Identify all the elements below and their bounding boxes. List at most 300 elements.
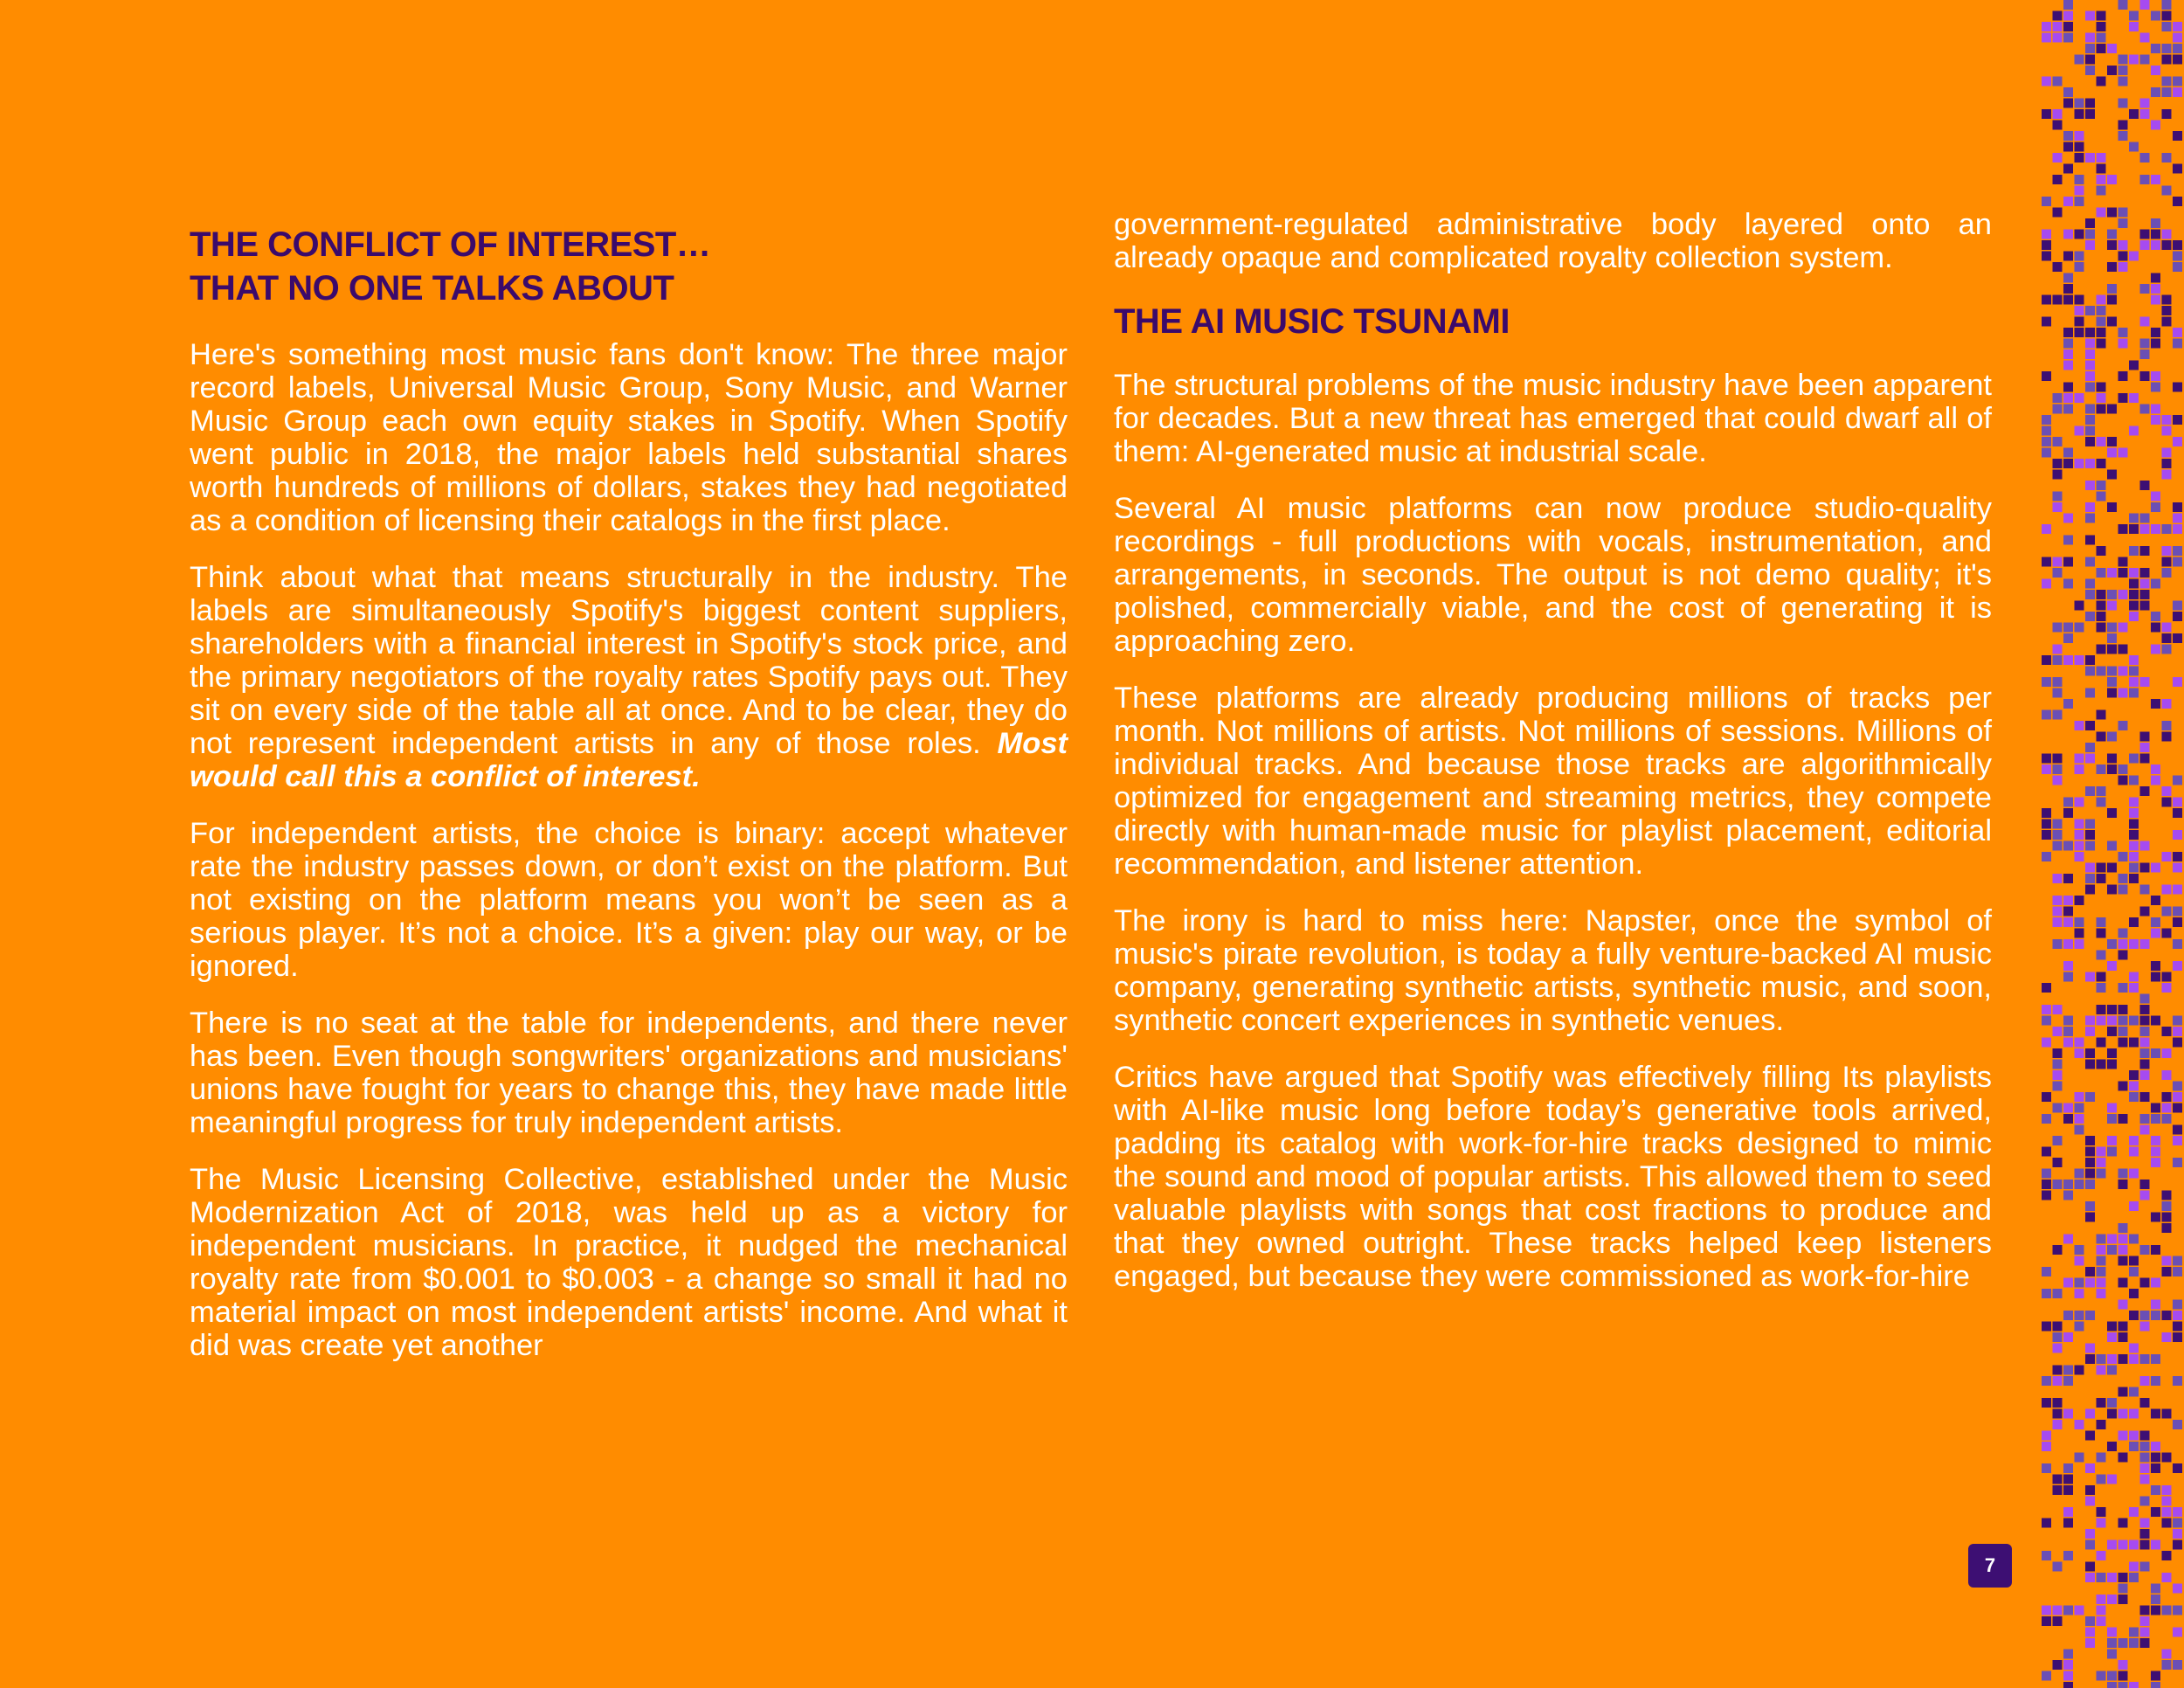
pixel-square (2162, 1453, 2172, 1463)
paragraph-continuation: government-regulated administrative body layered onto an already opaque and complicated royalty collection system. (1114, 208, 1992, 274)
pixel-square (2053, 295, 2063, 305)
pixel-square (2075, 917, 2084, 927)
pixel-square (2042, 77, 2051, 86)
pixel-square (2129, 655, 2139, 665)
pixel-square (2042, 1322, 2051, 1332)
pixel-square (2140, 1562, 2150, 1572)
pixel-square (2097, 1354, 2106, 1364)
pixel-square (2173, 33, 2182, 43)
pixel-square (2085, 1463, 2095, 1473)
pixel-square (2107, 1060, 2117, 1069)
pixel-square (2053, 33, 2063, 43)
pixel-square (2053, 153, 2063, 163)
pixel-square (2063, 383, 2073, 392)
pixel-square (2063, 252, 2073, 261)
pixel-square (2118, 371, 2128, 381)
pixel-square (2042, 230, 2051, 239)
pixel-square (2162, 1551, 2172, 1560)
pixel-square (2140, 1529, 2150, 1539)
pixel-square (2063, 142, 2073, 152)
pixel-square (2129, 688, 2139, 698)
pixel-square (2042, 754, 2051, 764)
pixel-square (2085, 874, 2095, 883)
paragraph: These platforms are already producing millions of tracks per month. Not millions of artists. Not millions of sessions. Millions of individual tracks. And because those tracks are algorithmically optimized for engagement and streaming metrics, they compete directly with human-made music for playlist placement, editorial recommendation, and listener attention. (1114, 681, 1992, 881)
pixel-square (2085, 1540, 2095, 1550)
pixel-square (2151, 961, 2160, 971)
pixel-square (2151, 623, 2160, 633)
pixel-square (2140, 743, 2150, 752)
pixel-square (2042, 33, 2051, 43)
pixel-square (2151, 776, 2160, 785)
pixel-square (2129, 1431, 2139, 1441)
pixel-square (2162, 426, 2172, 436)
pixel-square (2097, 667, 2106, 676)
pixel-square (2118, 852, 2128, 861)
pixel-square (2140, 601, 2150, 611)
pixel-square (2063, 972, 2073, 982)
pixel-square (2107, 240, 2117, 250)
pixel-square (2129, 142, 2139, 152)
pixel-square (2085, 306, 2095, 315)
pixel-square (2075, 896, 2084, 905)
pixel-square (2085, 1147, 2095, 1157)
pixel-square (2085, 1638, 2095, 1648)
pixel-square (2042, 557, 2051, 567)
pixel-square (2151, 1213, 2160, 1222)
pixel-square (2063, 1016, 2073, 1026)
pixel-square (2118, 929, 2128, 938)
pixel-square (2107, 568, 2117, 578)
pixel-square (2085, 612, 2095, 621)
pixel-square (2140, 863, 2150, 873)
pixel-square (2097, 645, 2106, 654)
pixel-square (2063, 623, 2073, 633)
pixel-square (2063, 1038, 2073, 1048)
pixel-square (2173, 1125, 2182, 1135)
pixel-square (2173, 197, 2182, 206)
pixel-square (2173, 77, 2182, 86)
pixel-square (2063, 273, 2073, 283)
pixel-square (2173, 262, 2182, 272)
pixel-square (2173, 328, 2182, 337)
pixel-square (2129, 983, 2139, 993)
pixel-square (2140, 1180, 2150, 1189)
pixel-square (2085, 1562, 2095, 1572)
pixel-square (2085, 830, 2095, 840)
pixel-square (2107, 1235, 2117, 1244)
section-heading-ai-tsunami: THE AI MUSIC TSUNAMI (1114, 302, 1510, 341)
pixel-square (2075, 426, 2084, 436)
pixel-square (2053, 1136, 2063, 1145)
paragraph: The irony is hard to miss here: Napster, once the symbol of music's pirate revolution, is today a fully venture-backed AI music company, generating synthetic artists, synthetic music, and soon, synthetic concert experiences in synthetic venues. (1114, 904, 1992, 1037)
pixel-square (2063, 295, 2073, 305)
pixel-square (2097, 1005, 2106, 1014)
pixel-square (2140, 786, 2150, 796)
pixel-square (2053, 121, 2063, 130)
pixel-square (2053, 175, 2063, 184)
pixel-square (2053, 776, 2063, 785)
pixel-square (2129, 22, 2139, 31)
pixel-square (2129, 852, 2139, 861)
pixel-square (2085, 349, 2095, 359)
pixel-square (2118, 66, 2128, 75)
pixel-square (2075, 939, 2084, 949)
pixel-square (2140, 1475, 2150, 1484)
pixel-square (2118, 645, 2128, 654)
pixel-square (2162, 240, 2172, 250)
pixel-square (2107, 590, 2117, 599)
pixel-square (2162, 1409, 2172, 1419)
pixel-square (2042, 710, 2051, 720)
pixel-square (2042, 1398, 2051, 1408)
pixel-square (2075, 197, 2084, 206)
pixel-square (2162, 786, 2172, 796)
pixel-square (2173, 1660, 2182, 1670)
pixel-square (2053, 557, 2063, 567)
pixel-square (2173, 776, 2182, 785)
pixel-square (2053, 1376, 2063, 1386)
pixel-square (2085, 459, 2095, 468)
pixel-square (2063, 1519, 2073, 1528)
pixel-square (2151, 121, 2160, 130)
pixel-square (2085, 754, 2095, 764)
pixel-square (2118, 1038, 2128, 1048)
pixel-square (2042, 1016, 2051, 1026)
pixel-square (2162, 1201, 2172, 1211)
pixel-square (2053, 655, 2063, 665)
pixel-square (2085, 1344, 2095, 1353)
pixel-square (2173, 415, 2182, 425)
pixel-square (2151, 218, 2160, 228)
pixel-square (2042, 448, 2051, 458)
pixel-square (2085, 1431, 2095, 1441)
pixel-square (2173, 917, 2182, 927)
pixel-square (2129, 1507, 2139, 1517)
pixel-square (2085, 1048, 2095, 1058)
pixel-square (2151, 1485, 2160, 1495)
pixel-square (2085, 1136, 2095, 1145)
pixel-square (2042, 1289, 2051, 1298)
pixel-square (2053, 1245, 2063, 1255)
pixel-square (2107, 667, 2117, 676)
pixel-square (2042, 1114, 2051, 1124)
pixel-square (2162, 1191, 2172, 1200)
pixel-square (2085, 1201, 2095, 1211)
paragraph: The Music Licensing Collective, established under the Music Modernization Act of 2018, was held up as a victory for independent musicians. In practice, it nudged the mechanical royalty rate from $0.001 to $0.003 - a change so small it had no material impact on most independent artists' income. And what it did was create yet another (190, 1163, 1068, 1362)
pixel-square (2151, 1158, 2160, 1167)
pixel-square (2053, 77, 2063, 86)
pixel-square (2151, 972, 2160, 982)
pixel-square (2097, 186, 2106, 196)
pixel-square (2129, 590, 2139, 599)
pixel-square (2129, 612, 2139, 621)
pixel-square (2042, 1005, 2051, 1014)
pixel-square (2118, 1245, 2128, 1255)
pixel-square (2097, 1038, 2106, 1048)
pixel-square (2097, 1606, 2106, 1615)
pixel-square (2151, 66, 2160, 75)
pixel-square (2140, 481, 2150, 490)
pixel-square (2173, 524, 2182, 534)
pixel-square (2097, 164, 2106, 174)
pixel-square (2053, 896, 2063, 905)
pixel-square (2075, 623, 2084, 633)
pixel-square (2129, 1387, 2139, 1397)
pixel-square (2097, 306, 2106, 315)
pixel-square (2097, 601, 2106, 611)
pixel-square (2042, 426, 2051, 436)
paragraph: For independent artists, the choice is binary: accept whatever rate the industry passes down, or don’t exist on the platform. But not existing on the platform means you won’t be seen as a serious player. It’s not a choice. It’s a given: play our way, or be ignored. (190, 817, 1068, 983)
pixel-square (2097, 383, 2106, 392)
pixel-square (2085, 1311, 2095, 1320)
pixel-square (2075, 153, 2084, 163)
pixel-square (2075, 131, 2084, 141)
pixel-square (2129, 1092, 2139, 1102)
section-heading-conflict (190, 223, 1068, 310)
pixel-square (2042, 1147, 2051, 1157)
pixel-square (2162, 11, 2172, 21)
pixel-square (2042, 524, 2051, 534)
pixel-square (2085, 1016, 2095, 1026)
heading-line-2: THAT NO ONE TALKS ABOUT (190, 269, 674, 308)
pixel-square (2097, 1366, 2106, 1375)
pixel-square (2053, 459, 2063, 468)
pixel-square (2053, 1180, 2063, 1189)
pixel-square (2075, 1606, 2084, 1615)
pixel-square (2097, 317, 2106, 327)
pixel-square (2129, 1562, 2139, 1572)
pixel-square (2118, 667, 2128, 676)
pixel-square (2063, 1463, 2073, 1473)
pixel-square (2129, 972, 2139, 982)
pixel-square (2162, 546, 2172, 556)
pixel-square (2075, 1278, 2084, 1288)
pixel-square (2053, 437, 2063, 446)
pixel-square (2173, 633, 2182, 643)
pixel-square (2118, 1322, 2128, 1332)
pixel-square (2107, 1650, 2117, 1659)
pixel-square (2173, 830, 2182, 840)
pixel-square (2107, 1027, 2117, 1036)
pixel-square (2107, 688, 2117, 698)
pixel-square (2107, 1322, 2117, 1332)
pixel-square (2162, 1103, 2172, 1113)
pixel-square (2118, 1235, 2128, 1244)
pixel-square (2162, 1485, 2172, 1495)
pixel-square (2053, 109, 2063, 119)
pixel-square (2097, 546, 2106, 556)
pixel-square (2097, 1060, 2106, 1069)
pixel-square (2075, 1256, 2084, 1266)
pixel-square (2140, 1016, 2150, 1026)
pixel-square (2140, 579, 2150, 589)
pixel-square (2075, 186, 2084, 196)
pixel-square (2129, 568, 2139, 578)
pixel-square (2129, 1289, 2139, 1298)
pixel-square (2053, 1606, 2063, 1615)
pixel-square (2173, 164, 2182, 174)
pixel-square (2162, 623, 2172, 633)
pixel-square (2162, 557, 2172, 567)
pixel-square (2129, 546, 2139, 556)
pixel-square (2173, 546, 2182, 556)
pixel-square (2097, 732, 2106, 742)
pixel-square (2053, 764, 2063, 774)
pixel-square (2151, 612, 2160, 621)
pixel-square (2129, 1354, 2139, 1364)
pixel-square (2118, 1354, 2128, 1364)
pixel-square (2063, 349, 2073, 359)
pixel-square (2053, 11, 2063, 21)
pixel-square (2140, 1519, 2150, 1528)
pixel-square (2140, 1431, 2150, 1441)
pixel-square (2097, 175, 2106, 184)
pixel-square (2140, 99, 2150, 108)
pixel-square (2151, 405, 2160, 414)
pixel-square (2053, 568, 2063, 578)
pixel-square (2140, 55, 2150, 65)
pixel-square (2140, 1245, 2150, 1255)
pixel-square (2162, 317, 2172, 327)
pixel-square (2162, 186, 2172, 196)
decorative-pixel-pattern (2031, 0, 2184, 1688)
pixel-square (2129, 1136, 2139, 1145)
pixel-square (2063, 459, 2073, 468)
pixel-square (2118, 1114, 2128, 1124)
pixel-square (2107, 1628, 2117, 1637)
pixel-square (2129, 55, 2139, 65)
pixel-square (2085, 11, 2095, 21)
pixel-square (2107, 208, 2117, 218)
pixel-square (2097, 437, 2106, 446)
pixel-square (2140, 1540, 2150, 1550)
pixel-square (2075, 1169, 2084, 1179)
pixel-square (2173, 1463, 2182, 1473)
pixel-square (2173, 612, 2182, 621)
pixel-square (2097, 11, 2106, 21)
pixel-square (2097, 1551, 2106, 1560)
pixel-square (2140, 339, 2150, 349)
pixel-square (2140, 33, 2150, 43)
pixel-square (2075, 393, 2084, 403)
pixel-square (2140, 1114, 2150, 1124)
pixel-square (2097, 874, 2106, 883)
pixel-square (2085, 328, 2095, 337)
pixel-square (2042, 109, 2051, 119)
pixel-square (2162, 1650, 2172, 1659)
pixel-square (2151, 1147, 2160, 1157)
pixel-square (2118, 208, 2128, 218)
pixel-square (2107, 863, 2117, 873)
pixel-square (2118, 1256, 2128, 1266)
pixel-square (2042, 437, 2051, 446)
pixel-square (2118, 1638, 2128, 1648)
pixel-square (2107, 1475, 2117, 1484)
pixel-square (2107, 1354, 2117, 1364)
pixel-square (2085, 1158, 2095, 1167)
pixel-square (2151, 1016, 2160, 1026)
pixel-square (2151, 863, 2160, 873)
pixel-square (2075, 142, 2084, 152)
pixel-square (2151, 1311, 2160, 1320)
pixel-square (2173, 1092, 2182, 1102)
pixel-square (2085, 153, 2095, 163)
pixel-square (2085, 1616, 2095, 1626)
pixel-square (2162, 1332, 2172, 1342)
pixel-square (2173, 1103, 2182, 1113)
pixel-square (2085, 1092, 2095, 1102)
pixel-square (2097, 492, 2106, 502)
paragraph: Here's something most music fans don't know: The three major record labels, Universal Music Group, Sony Music, and Warner Music Group each own equity stakes in Spotify. When Spotify went public in 2018, the major labels held substantial shares worth hundreds of millions of dollars, stakes they had negotiated as a condition of licensing their catalogs in the first place. (190, 338, 1068, 537)
pixel-square (2173, 1628, 2182, 1637)
pixel-square (2118, 240, 2128, 250)
pixel-square (2140, 568, 2150, 578)
pixel-square (2042, 295, 2051, 305)
pixel-square (2042, 677, 2051, 687)
pixel-square (2107, 405, 2117, 414)
pixel-square (2173, 437, 2182, 446)
pixel-square (2107, 677, 2117, 687)
paragraph: The structural problems of the music industry have been apparent for decades. But a new threat has emerged that could dwarf all of them: AI-generated music at industrial scale. (1114, 369, 1992, 468)
pixel-square (2085, 786, 2095, 796)
pixel-square (2097, 459, 2106, 468)
pixel-square (2042, 1431, 2051, 1441)
pixel-square (2140, 1005, 2150, 1014)
pixel-square (2097, 710, 2106, 720)
pixel-square (2097, 1245, 2106, 1255)
pixel-square (2129, 1016, 2139, 1026)
pixel-square (2162, 852, 2172, 861)
pixel-square (2129, 393, 2139, 403)
pixel-square (2129, 109, 2139, 119)
pixel-square (2162, 1519, 2172, 1528)
pixel-square (2129, 939, 2139, 949)
pixel-square (2118, 328, 2128, 337)
pixel-square (2173, 383, 2182, 392)
pixel-square (2107, 645, 2117, 654)
pixel-square (2075, 109, 2084, 119)
pixel-square (2140, 1497, 2150, 1506)
pixel-square (2042, 820, 2051, 829)
pixel-square (2118, 1595, 2128, 1604)
pixel-square (2151, 929, 2160, 938)
pixel-square (2151, 284, 2160, 294)
pixel-square (2042, 1169, 2051, 1179)
pixel-square (2162, 415, 2172, 425)
pixel-square (2085, 339, 2095, 349)
pixel-square (2042, 1671, 2051, 1681)
pixel-square (2063, 230, 2073, 239)
pixel-square (2140, 175, 2150, 184)
pixel-square (2075, 99, 2084, 108)
pixel-square (2151, 1453, 2160, 1463)
pixel-square (2129, 667, 2139, 676)
pixel-square (2085, 688, 2095, 698)
pixel-square (2151, 1376, 2160, 1386)
pixel-square (2107, 1016, 2117, 1026)
pixel-square (2075, 1103, 2084, 1113)
pixel-square (2075, 306, 2084, 315)
paragraph-text: Think about what that means structurally in the industry. The labels are simultaneously Spotify's biggest content suppliers, shareholders with a financial interest in Spotify's stock price, and the primary negotiators of the royalty rates Spotify pays out. They sit on every side of the table all at once. And to be clear, they do not represent independent artists in any of those roles. (190, 561, 1068, 760)
pixel-square (2053, 1027, 2063, 1036)
pixel-square (2053, 1485, 2063, 1495)
pixel-square (2162, 732, 2172, 742)
pixel-square (2063, 874, 2073, 883)
pixel-square (2063, 1682, 2073, 1688)
pixel-square (2085, 361, 2095, 370)
pixel-square (2075, 1038, 2084, 1048)
pixel-square (2162, 87, 2172, 97)
